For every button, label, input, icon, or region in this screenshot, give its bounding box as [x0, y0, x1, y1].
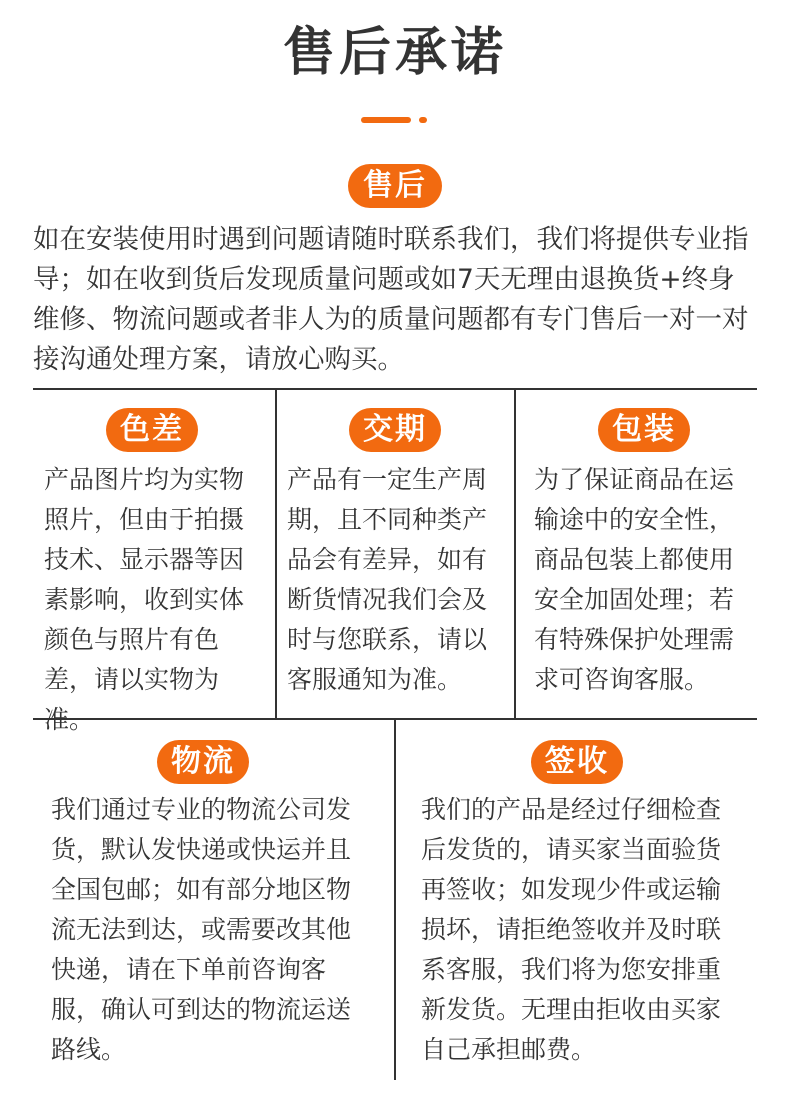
color-difference-text: 产品图片均为实物照片，但由于拍摄技术、显示器等因素影响，收到实体颜色与照片有色差，请以实物为准。	[44, 465, 245, 734]
packaging-badge: 包装	[598, 408, 690, 452]
after-sales-badge: 售后	[348, 164, 442, 208]
signing-badge: 签收	[531, 740, 623, 784]
grid-divider-2	[514, 388, 516, 718]
packaging-text: 为了保证商品在运输途中的安全性，商品包装上都使用安全加固处理；若有特殊保护处理需求可咨询客服。	[534, 465, 735, 694]
delivery-time-badge: 交期	[349, 408, 441, 452]
logistics-text: 我们通过专业的物流公司发货，默认发快递或快运并且全国包邮；如有部分地区物流无法到达，或需要改其他快递，请在下单前咨询客服，确认可到达的物流运送路线。	[51, 795, 352, 1064]
color-difference-badge: 色差	[106, 408, 198, 452]
page-title: 售后承诺	[282, 23, 507, 83]
grid-divider-3	[394, 718, 396, 1080]
grid-top-line	[33, 388, 757, 390]
signing-text: 我们的产品是经过仔细检查后发货的，请买家当面验货再签收；如发现少件或运输损坏，请拒绝签收并及时联系客服，我们将为您安排重新发货。无理由拒收由买家自己承担邮费。	[421, 795, 722, 1064]
logistics-badge: 物流	[157, 740, 249, 784]
title-underline-dot	[419, 117, 427, 123]
title-underline	[361, 117, 411, 123]
grid-divider-1	[275, 388, 277, 718]
delivery-time-text: 产品有一定生产周期，且不同种类产品会有差异，如有断货情况我们会及时与您联系，请以客服通知为准。	[287, 465, 488, 694]
after-sales-text: 如在安装使用时遇到问题请随时联系我们，我们将提供专业指导；如在收到货后发现质量问题或如7天无理由退换货+终身维修、物流问题或者非人为的质量问题都有专门售后一对一对接沟通处理方案，请放心购买。	[33, 224, 749, 375]
